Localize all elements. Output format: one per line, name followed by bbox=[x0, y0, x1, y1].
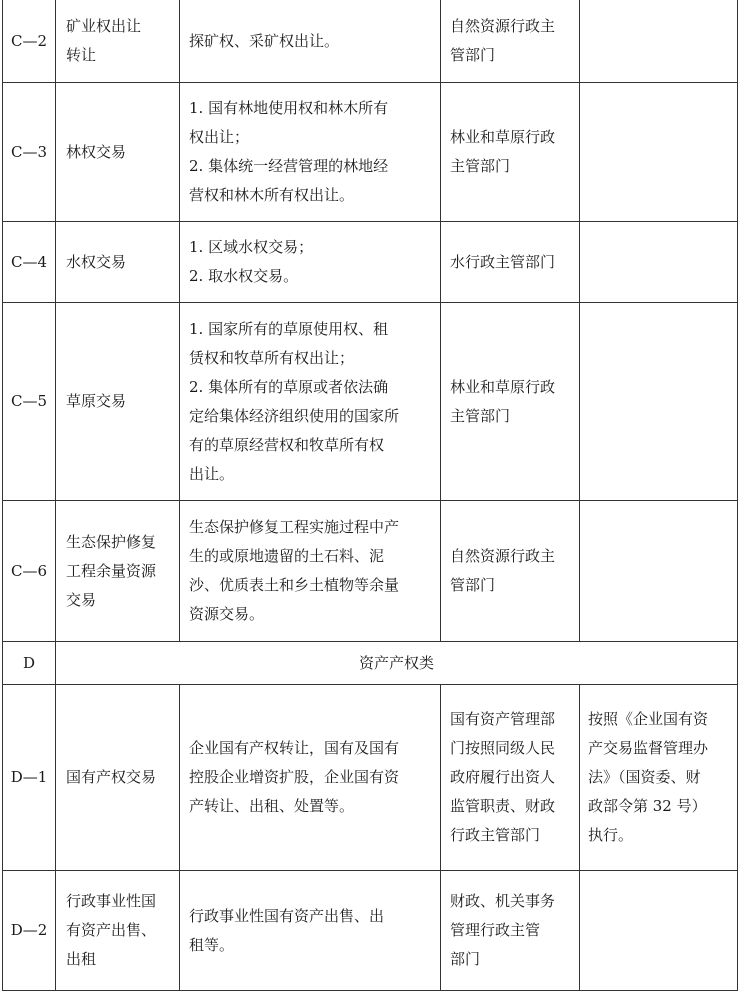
name-line: 转让 bbox=[66, 46, 97, 64]
dept-line: 自然资源行政主 bbox=[450, 547, 556, 565]
row-name bbox=[56, 685, 180, 871]
scope-line: 定给集体经济组织使用的国家所 bbox=[189, 406, 400, 425]
scope-line: 1. 区域水权交易； bbox=[189, 238, 314, 256]
scope-line: 2. 集体统一经营管理的林地经 bbox=[189, 157, 389, 175]
row-dept bbox=[441, 0, 580, 83]
note-line: 执行。 bbox=[588, 826, 634, 844]
row-scope bbox=[180, 0, 441, 83]
note-line: 政部令第 32 号） bbox=[588, 797, 707, 815]
row-code: D—2 bbox=[3, 871, 56, 991]
name-line: 出租 bbox=[66, 950, 97, 968]
row-scope bbox=[180, 222, 441, 303]
dept-line: 财政、机关事务 bbox=[450, 892, 556, 910]
scope-line: 控股企业增资扩股，企业国有资 bbox=[189, 768, 400, 786]
dept-line: 主管部门 bbox=[450, 157, 511, 175]
name-line: 水权交易 bbox=[66, 252, 127, 271]
name-line: 工程余量资源 bbox=[66, 561, 157, 580]
dept-line: 管部门 bbox=[450, 46, 496, 64]
name-line: 行政事业性国 bbox=[66, 892, 157, 910]
row-dept bbox=[441, 222, 580, 303]
row-scope bbox=[180, 303, 441, 501]
note-line: 按照《企业国有资 bbox=[588, 710, 709, 728]
scope-line: 企业国有产权转让，国有及国有 bbox=[189, 739, 400, 757]
row-code: C—3 bbox=[3, 83, 56, 222]
name-line: 矿业权出让 bbox=[66, 17, 142, 35]
table-row bbox=[3, 83, 738, 222]
row-scope bbox=[180, 83, 441, 222]
dept-line: 林业和草原行政 bbox=[450, 128, 556, 146]
scope-line: 权出让； bbox=[189, 128, 250, 146]
row-note bbox=[580, 871, 738, 991]
note-line: 法》（国资委、财 bbox=[588, 768, 701, 786]
name-line: 国有产权交易 bbox=[66, 768, 157, 786]
dept-line: 行政主管部门 bbox=[450, 826, 541, 844]
scope-line: 产转让、出租、处置等。 bbox=[189, 797, 355, 815]
dept-line: 门按照同级人民 bbox=[450, 739, 556, 757]
table-row bbox=[3, 685, 738, 871]
scope-line: 2. 集体所有的草原或者依法确 bbox=[189, 377, 389, 396]
dept-line: 自然资源行政主 bbox=[450, 17, 556, 35]
row-note bbox=[580, 685, 738, 871]
row-name bbox=[56, 871, 180, 991]
table-row bbox=[3, 303, 738, 501]
dept-line: 部门 bbox=[450, 950, 481, 968]
name-line: 林权交易 bbox=[66, 142, 127, 161]
dept-line: 主管部门 bbox=[450, 406, 511, 425]
table-row bbox=[3, 222, 738, 303]
scope-line: 沙、优质表土和乡土植物等余量 bbox=[189, 576, 400, 594]
scope-line: 出让。 bbox=[189, 464, 235, 483]
row-code: D—1 bbox=[3, 685, 56, 871]
dept-line: 管部门 bbox=[450, 576, 496, 594]
row-note bbox=[580, 83, 738, 222]
row-name bbox=[56, 0, 180, 83]
row-code: C—2 bbox=[3, 0, 56, 83]
row-name bbox=[56, 222, 180, 303]
scope-line: 1. 国家所有的草原使用权、租 bbox=[189, 319, 389, 338]
catalog-table-body bbox=[3, 0, 738, 991]
scope-line: 资源交易。 bbox=[189, 605, 265, 623]
name-line: 草原交易 bbox=[66, 392, 127, 410]
row-note bbox=[580, 0, 738, 83]
scope-line: 生态保护修复工程实施过程中产 bbox=[189, 518, 400, 536]
scope-line: 赁权和牧草所有权出让； bbox=[189, 348, 355, 367]
row-dept bbox=[441, 303, 580, 501]
row-name bbox=[56, 501, 180, 642]
row-code: C—5 bbox=[3, 303, 56, 501]
row-name bbox=[56, 303, 180, 501]
row-scope bbox=[180, 871, 441, 991]
row-code: C—6 bbox=[3, 501, 56, 642]
scope-line: 行政事业性国有资产出售、出 bbox=[189, 906, 385, 925]
table-row bbox=[3, 0, 738, 83]
note-line: 产交易监督管理办 bbox=[588, 739, 709, 757]
scope-line: 生的或原地遗留的土石料、泥 bbox=[189, 547, 385, 565]
dept-line: 监管职责、财政 bbox=[450, 797, 556, 815]
row-dept bbox=[441, 685, 580, 871]
scope-line: 有的草原经营权和牧草所有权 bbox=[189, 435, 385, 454]
table-row bbox=[3, 871, 738, 991]
dept-line: 政府履行出资人 bbox=[450, 768, 556, 786]
name-line: 生态保护修复 bbox=[66, 532, 157, 551]
row-dept bbox=[441, 501, 580, 642]
name-line: 交易 bbox=[66, 590, 97, 609]
row-note bbox=[580, 222, 738, 303]
dept-line: 水行政主管部门 bbox=[450, 252, 556, 271]
row-scope bbox=[180, 501, 441, 642]
row-note bbox=[580, 501, 738, 642]
scope-line: 营权和林木所有权出让。 bbox=[189, 186, 355, 204]
category-label: 资产产权类 bbox=[56, 642, 738, 685]
scope-line: 租等。 bbox=[189, 935, 235, 954]
scope-line: 2. 取水权交易。 bbox=[189, 267, 299, 285]
row-name bbox=[56, 83, 180, 222]
category-code: D bbox=[3, 642, 56, 685]
scope-line: 1. 国有林地使用权和林木所有 bbox=[189, 99, 389, 117]
row-dept bbox=[441, 871, 580, 991]
dept-line: 林业和草原行政 bbox=[450, 377, 556, 396]
dept-line: 国有资产管理部 bbox=[450, 710, 556, 728]
row-note bbox=[580, 303, 738, 501]
name-line: 有资产出售、 bbox=[66, 921, 157, 939]
scope-line: 探矿权、采矿权出让。 bbox=[189, 31, 340, 50]
table-row bbox=[3, 501, 738, 642]
category-row bbox=[3, 642, 738, 685]
row-dept bbox=[441, 83, 580, 222]
row-scope bbox=[180, 685, 441, 871]
catalog-table bbox=[2, 0, 738, 991]
row-code: C—4 bbox=[3, 222, 56, 303]
dept-line: 管理行政主管 bbox=[450, 921, 541, 939]
